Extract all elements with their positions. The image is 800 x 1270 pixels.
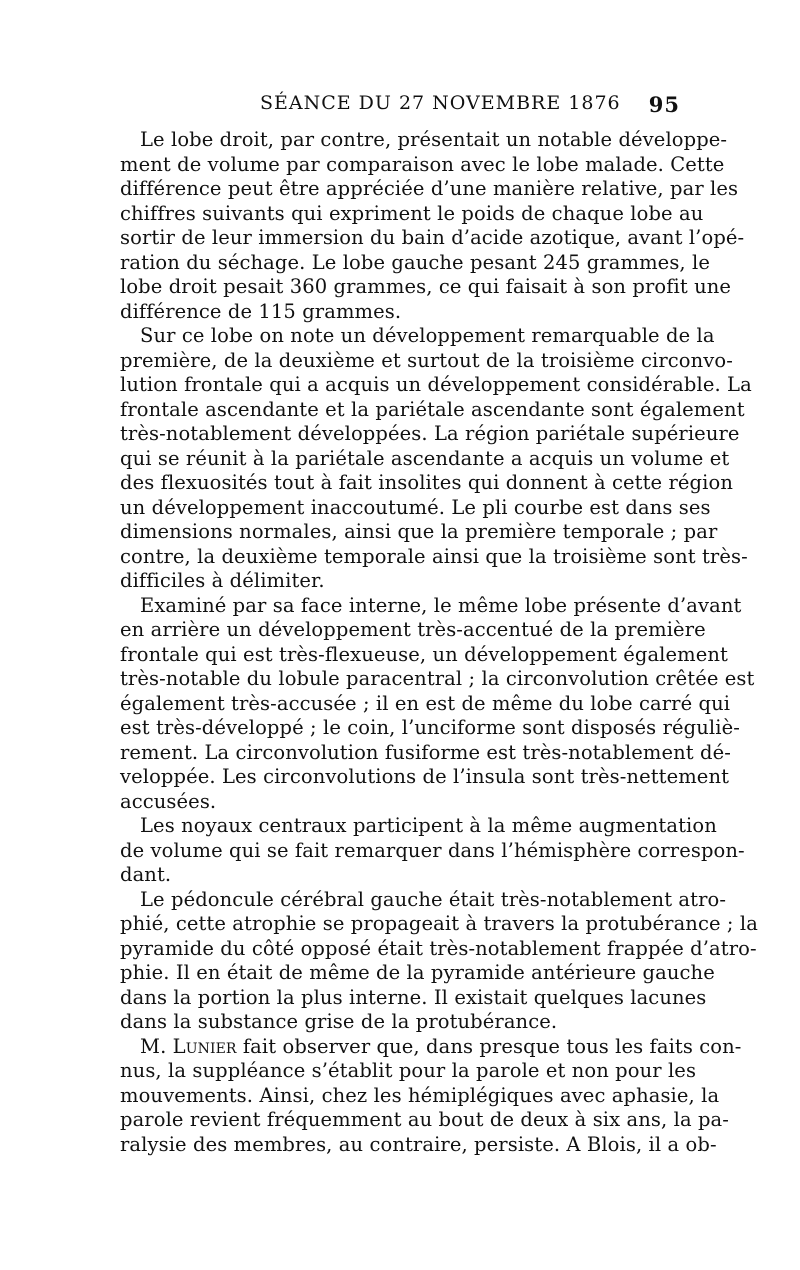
text-line bbox=[120, 618, 706, 643]
body-text bbox=[120, 128, 758, 1157]
line-text: sortir de leur immersion du bain d’acide azotique, avant l’opé- bbox=[120, 226, 745, 249]
text-line bbox=[120, 520, 718, 545]
line-text: est très-développé ; le coin, l’unciforme sont disposés réguliè- bbox=[120, 716, 740, 739]
line-text: ment de volume par comparaison avec le lobe malade. Cette bbox=[120, 152, 725, 176]
text-line bbox=[120, 642, 728, 668]
line-text: rement. La circonvolution fusiforme est très-notablement dé- bbox=[120, 740, 731, 764]
line-text: Le pédoncule cérébral gauche était très-notablement atro- bbox=[140, 887, 727, 911]
line-text: de volume qui se fait remarquer dans l’hémisphère correspon- bbox=[120, 838, 745, 862]
text-line bbox=[120, 790, 680, 815]
text-line bbox=[120, 250, 710, 276]
text-line bbox=[120, 152, 725, 178]
text-line bbox=[120, 569, 680, 594]
text-line bbox=[120, 275, 732, 300]
paragraph bbox=[120, 814, 745, 888]
line-text: mouvements. Ainsi, chez les hémiplégiques avec aphasie, la bbox=[120, 1083, 720, 1107]
paragraph bbox=[120, 128, 745, 324]
text-line bbox=[120, 961, 715, 986]
line-text: différence de 115 grammes. bbox=[120, 299, 402, 323]
line-text: Les noyaux centraux participent à la même augmentation bbox=[140, 814, 717, 837]
text-line bbox=[120, 691, 731, 717]
line-text: accusées. bbox=[120, 789, 217, 813]
text-line bbox=[120, 887, 727, 913]
text-line bbox=[120, 740, 731, 766]
line-text: des flexuosités tout à fait insolites qui donnent à cette région bbox=[120, 471, 733, 494]
text-line bbox=[120, 226, 745, 251]
line-text: pyramide du côté opposé était très-notablement frappée d’atro- bbox=[120, 936, 757, 960]
text-line bbox=[120, 765, 730, 790]
line-text: très-notable du lobule paracentral ; la circonvolution crêtée est bbox=[120, 667, 755, 690]
text-line bbox=[120, 300, 680, 325]
text-line bbox=[120, 838, 745, 864]
line-text: ration du séchage. Le lobe gauche pesant 245 grammes, le bbox=[120, 250, 710, 274]
text-line bbox=[120, 1010, 680, 1035]
text-line bbox=[120, 863, 680, 888]
line-text: contre, la deuxième temporale ainsi que la troisième sont très- bbox=[120, 544, 748, 568]
text-line bbox=[120, 471, 733, 496]
line-text: lobe droit pesait 360 grammes, ce qui faisait à son profit une bbox=[120, 275, 732, 298]
line-text: phie. Il en était de même de la pyramide antérieure gauche bbox=[120, 961, 715, 984]
line-text: Examiné par sa face interne, le même lobe présente d’avant bbox=[140, 593, 742, 617]
line-text: fait observer que, dans presque tous les faits con- bbox=[236, 1034, 742, 1058]
line-text: un développement inaccoutumé. Le pli courbe est dans ses bbox=[120, 495, 711, 519]
text-line bbox=[120, 716, 740, 741]
text-line bbox=[120, 397, 745, 423]
line-text: lution frontale qui a acquis un développement considérable. La bbox=[120, 373, 752, 396]
line-text: chiffres suivants qui expriment le poids de chaque lobe au bbox=[120, 201, 704, 225]
line-text: difficiles à délimiter. bbox=[120, 569, 325, 592]
paragraph bbox=[120, 1034, 742, 1158]
text-line bbox=[120, 544, 748, 570]
paragraph bbox=[120, 887, 758, 1035]
text-line bbox=[120, 1108, 729, 1133]
line-text: frontale ascendante et la pariétale ascendante sont également bbox=[120, 397, 745, 421]
line-text: qui se réunit à la pariétale ascendante a acquis un volume et bbox=[120, 446, 730, 470]
text-line bbox=[120, 1059, 697, 1084]
text-line bbox=[120, 201, 704, 227]
line-text: phié, cette atrophie se propageait à travers la protubérance ; la bbox=[120, 912, 758, 935]
line-text: parole revient fréquemment au bout de deux à six ans, la pa- bbox=[120, 1108, 729, 1131]
text-line bbox=[120, 177, 739, 202]
page-number: 95 bbox=[648, 92, 680, 117]
line-text: frontale qui est très-flexueuse, un développement également bbox=[120, 642, 728, 666]
line-text: très-notablement développées. La région pariétale supérieure bbox=[120, 422, 740, 445]
text-line bbox=[120, 446, 730, 472]
text-line bbox=[120, 1083, 720, 1109]
line-text: différence peut être appréciée d’une manière relative, par les bbox=[120, 177, 739, 200]
text-line bbox=[120, 422, 740, 447]
line-text: dimensions normales, ainsi que la première temporale ; par bbox=[120, 520, 718, 543]
line-text: ralysie des membres, au contraire, persiste. A Blois, il a ob- bbox=[120, 1132, 717, 1156]
text-line bbox=[120, 1132, 717, 1158]
line-text: Le lobe droit, par contre, présentait un notable développe- bbox=[140, 128, 728, 151]
line-text: veloppée. Les circonvolutions de l’insula sont très-nettement bbox=[120, 765, 730, 788]
text-line bbox=[120, 1034, 742, 1060]
text-line bbox=[120, 985, 707, 1011]
line-text: en arrière un développement très-accentué de la première bbox=[120, 618, 706, 641]
running-head bbox=[120, 92, 680, 122]
text-line bbox=[120, 814, 717, 839]
text-line bbox=[120, 912, 758, 937]
line-text: dant. bbox=[120, 863, 172, 886]
text-line bbox=[120, 373, 752, 398]
running-title: SÉANCE DU 27 NOVEMBRE 1876 bbox=[260, 92, 621, 114]
line-text: nus, la suppléance s’établit pour la parole et non pour les bbox=[120, 1059, 697, 1082]
line-text: dans la substance grise de la protubérance. bbox=[120, 1010, 558, 1033]
text-line bbox=[120, 667, 755, 692]
line-text: dans la portion la plus interne. Il existait quelques lacunes bbox=[120, 985, 707, 1009]
paragraph bbox=[120, 324, 752, 594]
text-line bbox=[120, 348, 733, 374]
text-line bbox=[120, 128, 728, 153]
text-line bbox=[120, 936, 757, 962]
line-text: également très-accusée ; il en est de même du lobe carré qui bbox=[120, 691, 731, 715]
line-text: première, de la deuxième et surtout de la troisième circonvo- bbox=[120, 348, 733, 372]
speaker-name: M. Lunier bbox=[140, 1034, 237, 1058]
text-line bbox=[120, 495, 711, 521]
paragraph bbox=[120, 593, 755, 815]
text-line bbox=[120, 324, 715, 349]
text-line bbox=[120, 593, 742, 619]
line-text: Sur ce lobe on note un développement remarquable de la bbox=[140, 324, 715, 347]
